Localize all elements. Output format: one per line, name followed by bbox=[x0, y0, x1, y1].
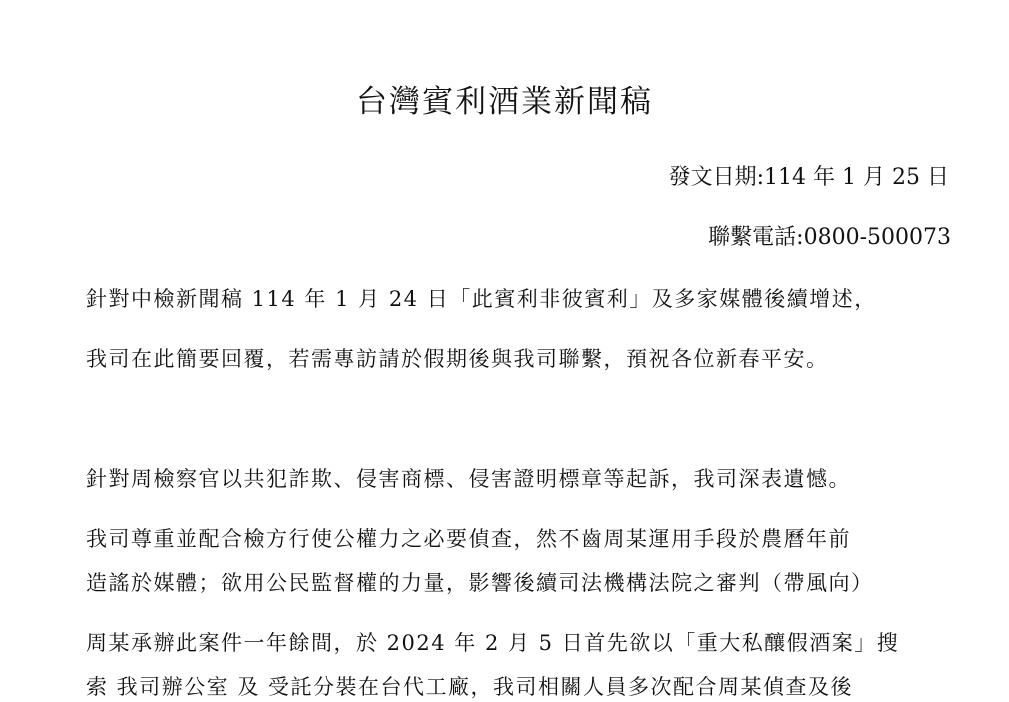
contact-phone: 聯繫電話:0800-500073 bbox=[708, 225, 951, 250]
body-line: 針對周檢察官以共犯詐欺、侵害商標、侵害證明標章等起訴，我司深表遺憾。 bbox=[86, 467, 851, 491]
document-title: 台灣賓利酒業新聞稿 bbox=[356, 84, 653, 120]
body-line: 周某承辦此案件一年餘間，於 2024 年 2 月 5 日首先欲以「重大私釀假酒案」搜 bbox=[86, 631, 900, 655]
body-line: 造謠於媒體；欲用公民監督權的力量，影響後續司法機構法院之審判（帶風向） bbox=[86, 571, 874, 595]
body-line: 索 我司辦公室 及 受託分裝在台代工廠，我司相關人員多次配合周某偵查及後 bbox=[86, 675, 854, 699]
body-line: 我司尊重並配合檢方行使公權力之必要偵查，然不齒周某運用手段於農曆年前 bbox=[86, 527, 851, 551]
body-line: 針對中檢新聞稿 114 年 1 月 24 日「此賓利非彼賓利」及多家媒體後續增述， bbox=[86, 287, 877, 311]
issue-date: 發文日期:114 年 1 月 25 日 bbox=[668, 165, 949, 190]
body-line: 我司在此簡要回覆，若需專訪請於假期後與我司聯繫，預祝各位新春平安。 bbox=[86, 347, 829, 371]
